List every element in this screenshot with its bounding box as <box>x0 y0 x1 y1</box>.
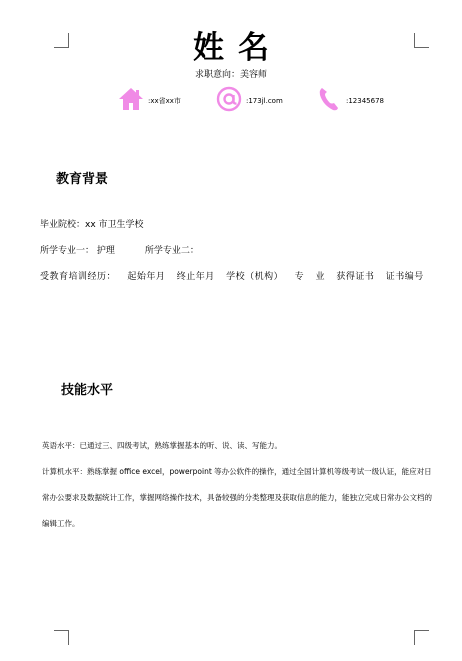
major-one: 所学专业一： 护理 <box>40 246 115 256</box>
contact-address <box>118 86 181 112</box>
training-col-end: 终止年月 <box>176 272 215 282</box>
training-col-school: 学校（机构） <box>226 272 284 282</box>
training-col-major-b: 业 <box>315 272 325 282</box>
major-two: 所学专业二： <box>144 246 199 256</box>
home-icon <box>118 86 144 112</box>
resume-name: 姓名 <box>193 30 283 66</box>
training-col-cert: 获得证书 <box>336 272 375 282</box>
education-heading: 教育背景 <box>56 172 109 187</box>
training-col-major-a: 专 <box>294 272 305 282</box>
phone-icon <box>316 86 342 112</box>
skills-heading: 技能水平 <box>61 383 114 398</box>
english-skill: 英语水平：已通过三、四级考试，熟练掌握基本的听、说、读、写能力。 <box>42 441 282 450</box>
job-objective: 求职意向：美容师 <box>194 70 267 80</box>
computer-skill: 计算机水平：熟练掌握 office excel，powerpoint 等办公软件的操作，通过全国计算机等级考试一级认证，能应对日常办公要求及数据统计工作，掌握网络操作技术，具备较强的分类整理及获取信息的能力，能独立完成日常办公文档的编辑工作。 <box>42 467 432 528</box>
corner-mark-bottom-left <box>54 630 69 645</box>
training-col-cert-no: 证书编号 <box>385 272 424 282</box>
training-col-start: 起始年月 <box>127 272 166 282</box>
school-line: 毕业院校：xx 市卫生学校 <box>40 220 144 230</box>
major-line <box>40 243 199 256</box>
phone-text: :12345678 <box>346 97 384 105</box>
corner-mark-bottom-right <box>414 630 429 645</box>
address-text: :xx省xx市 <box>148 97 181 105</box>
email-text: :173jl.com <box>246 97 283 105</box>
at-icon <box>216 86 242 112</box>
training-label: 受教育培训经历： <box>40 272 117 282</box>
training-line <box>40 269 424 282</box>
contact-phone <box>316 86 384 112</box>
skills-paragraph <box>42 433 432 537</box>
contact-email <box>216 86 283 112</box>
